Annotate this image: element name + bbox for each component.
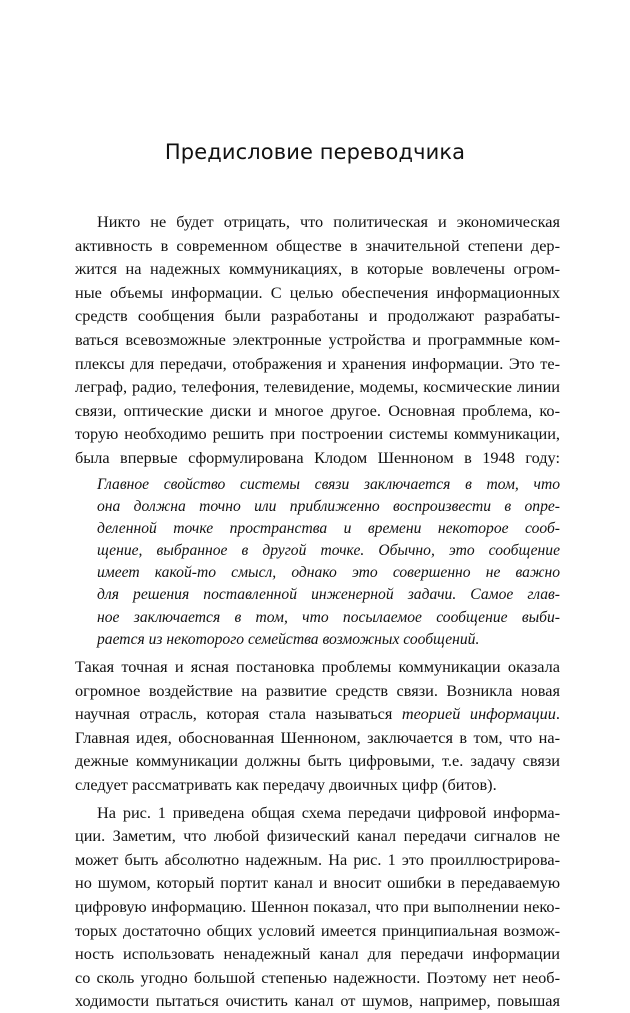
- paragraph1-line: была впервые сформулирована Клодом Шенноном в 1948 году:: [75, 447, 560, 467]
- paragraph3-line: может быть абсолютно надежным. На рис. 1 это проиллюстрирова-: [75, 849, 560, 869]
- paragraph3-line: но шумом, который портит канал и вносит ошибки в передаваемую: [75, 873, 560, 893]
- paragraph1-line: леграф, радио, телефония, телевидение, модемы, космические линии: [75, 377, 560, 397]
- quote-line: для решения поставленной инженерной задачи. Самое глав-: [97, 586, 560, 604]
- quote-line: Главное свойство системы связи заключается в том, что: [97, 475, 560, 493]
- paragraph3-line: На рис. 1 приведена общая схема передачи цифровой информа-: [97, 802, 560, 822]
- quote-line: имеет какой-то смысл, однако это совершенно не важно: [97, 564, 560, 582]
- paragraph2-line: огромное воздействие на развитие средств связи. Возникла новая: [75, 680, 560, 700]
- quote-line: щение, выбранное в другой точке. Обычно, это сообщение: [97, 542, 560, 560]
- paragraph3-line: цифровую информацию. Шеннон показал, что при выполнении неко-: [75, 896, 560, 916]
- quote-line: деленной точке пространства и времени некоторое сооб-: [97, 519, 560, 537]
- paragraph1-line: связи, оптические диски и многое другое. Основная проблема, ко-: [75, 400, 560, 420]
- paragraph2-line: следует рассматривать как передачу двоичных цифр (битов).: [75, 775, 497, 794]
- paragraph-1: [75, 210, 560, 470]
- paragraph3-line: со сколь угодно большой степенью надежности. Поэтому нет необ-: [75, 967, 560, 987]
- paragraph1-line: активность в современном обществе в значительной степени дер-: [75, 235, 560, 255]
- shannon-quote: [75, 474, 560, 652]
- quote-line: рается из некоторого семейства возможных сообщений.: [97, 630, 480, 648]
- paragraph1-line: Никто не будет отрицать, что политическая и экономическая: [97, 212, 560, 231]
- quote-line: ное заключается в том, что посылаемое сообщение выби-: [97, 608, 560, 626]
- paragraph3-line: ность использовать ненадежный канал для передачи информации: [75, 944, 560, 964]
- paragraph-2: [75, 655, 560, 797]
- paragraph1-line: средств сообщения были разработаны и продолжают разрабаты-: [75, 306, 560, 326]
- paragraph1-line: ные объемы информации. С целью обеспечения информационных: [75, 282, 560, 302]
- paragraph-3: [75, 801, 560, 1013]
- paragraph3-line: ции. Заметим, что любой физический канал передачи сигналов не: [75, 826, 560, 846]
- paragraph1-line: жится на надежных коммуникациях, в которые вовлечены огром-: [75, 259, 560, 279]
- paragraph1-line: плексы для передачи, отображения и хранения информации. Это те-: [75, 353, 560, 373]
- quote-line: она должна точно или приближенно воспроизвести в опре-: [97, 497, 560, 515]
- paragraph3-line: ходимости пытаться очистить канал от шумов, например, повышая: [75, 991, 560, 1011]
- paragraph2-line: дежные коммуникации должны быть цифровыми, т.е. задачу связи: [75, 751, 560, 771]
- paragraph2-line: Главная идея, обоснованная Шенноном, заключается в том, что на-: [75, 727, 560, 747]
- page-body: [75, 210, 560, 1013]
- paragraph1-line: ваться всевозможные электронные устройства и программные ком-: [75, 329, 560, 349]
- paragraph3-line: торых достаточно общих условий имеется принципиальная возмож-: [75, 920, 560, 940]
- page-title: Предисловие переводчика: [164, 140, 466, 164]
- emphasized-term: теорией информации: [401, 704, 556, 724]
- paragraph1-line: торую необходимо решить при построении системы коммуникации,: [75, 424, 560, 444]
- paragraph2-line: научная отрасль, которая стала называться теорией информации.: [75, 704, 560, 724]
- paragraph2-line: Такая точная и ясная постановка проблемы коммуникации оказала: [75, 657, 560, 677]
